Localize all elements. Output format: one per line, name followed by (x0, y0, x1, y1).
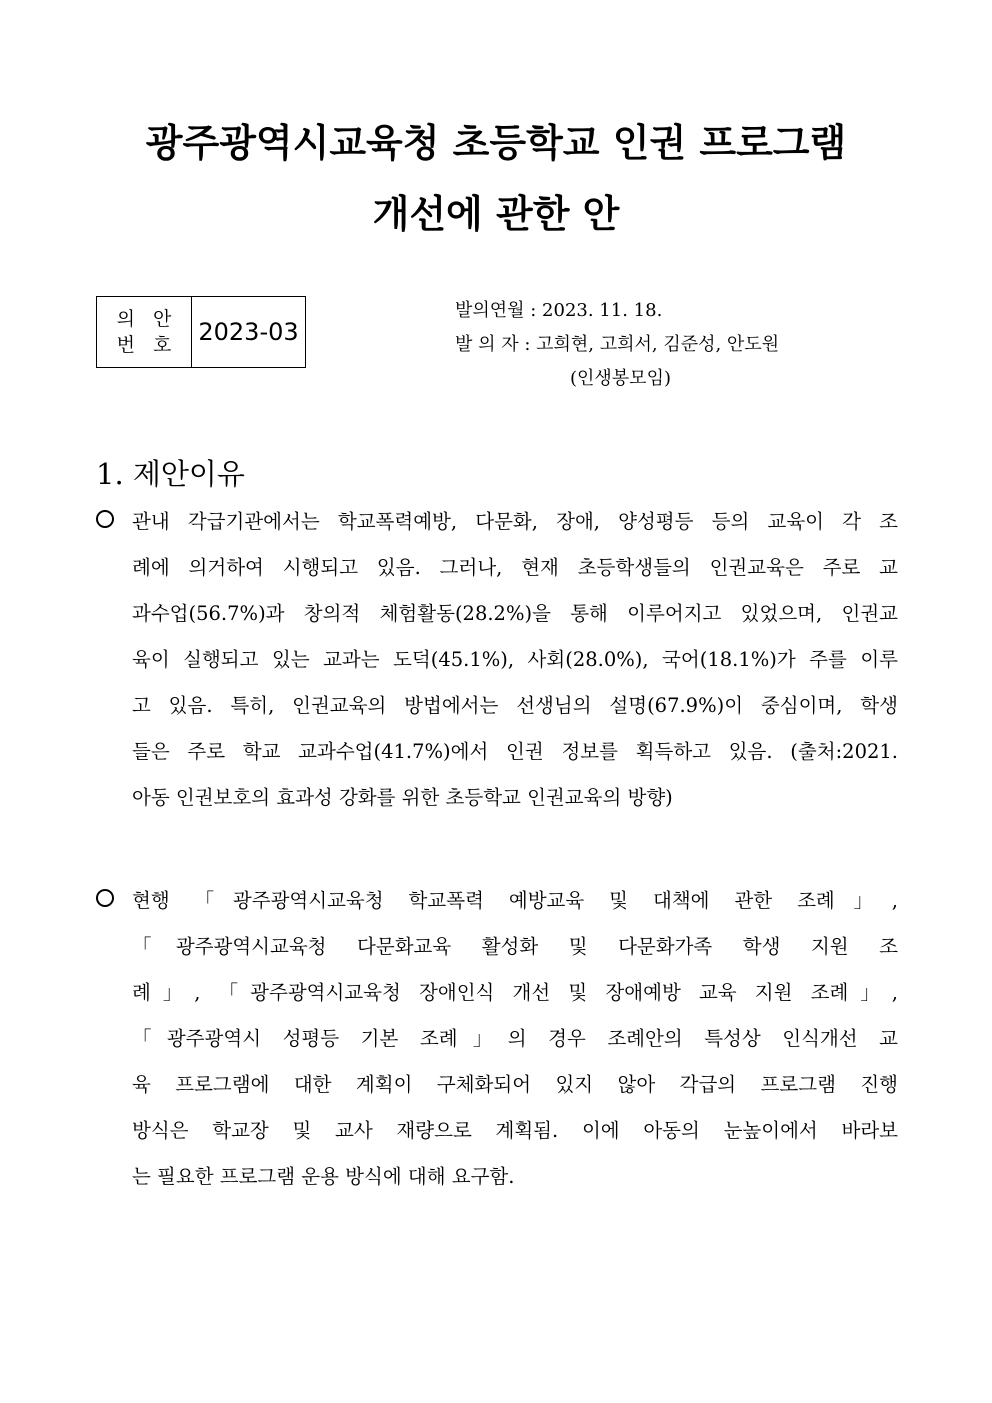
paragraph-line: 방식은 학교장 및 교사 재량으로 계획됨. 이에 아동의 눈높이에서 바라보 (132, 1119, 898, 1142)
paragraph-line: 「광주광역시교육청 다문화교육 활성화 및 다문화가족 학생 지원 조 (132, 935, 898, 958)
bill-label-line2: 번 호 (116, 334, 178, 356)
bill-number-label (97, 297, 192, 367)
proposal-meta (455, 294, 779, 396)
reason-paragraph-2 (96, 878, 898, 1200)
paragraph-line: 육이 실행되고 있는 교과는 도덕(45.1%), 사회(28.0%), 국어(18.1%)가 주를 이루 (132, 648, 898, 671)
proposers: 발 의 자 : 고희현, 고희서, 김준성, 안도원 (455, 334, 780, 355)
paragraph-line: 들은 주로 학교 교과수업(41.7%)에서 인권 정보를 획득하고 있음. (출처:2021. (132, 740, 898, 763)
bill-number-table (96, 296, 306, 368)
document-title-line1: 광주광역시교육청 초등학교 인권 프로그램 (145, 121, 847, 165)
paragraph-line: 례에 의거하여 시행되고 있음. 그러나, 현재 초등학생들의 인권교육은 주로 교 (132, 556, 898, 579)
paragraph-line: 현행 「광주광역시교육청 학교폭력 예방교육 및 대책에 관한 조례」, (132, 889, 898, 912)
paragraph-line: 관내 각급기관에서는 학교폭력예방, 다문화, 장애, 양성평등 등의 교육이 각 조 (132, 510, 898, 533)
paragraph-line: 고 있음. 특히, 인권교육의 방법에서는 선생님의 설명(67.9%)이 중심이며, 학생 (132, 694, 898, 717)
circle-bullet-icon (96, 889, 114, 907)
paragraph-line: 아동 인권보호의 효과성 강화를 위한 초등학교 인권교육의 방향) (132, 786, 673, 809)
reason-paragraph-1 (96, 499, 898, 821)
paragraph-line: 과수업(56.7%)과 창의적 체험활동(28.2%)을 통해 이루어지고 있었으며, 인권교 (132, 602, 898, 625)
circle-bullet-icon (96, 510, 114, 528)
section-heading-reason: 1. 제안이유 (96, 457, 245, 491)
bill-label-line1: 의 안 (116, 308, 178, 330)
proposal-date: 발의연월 : 2023. 11. 18. (455, 300, 663, 321)
paragraph-line: 는 필요한 프로그램 운용 방식에 대해 요구함. (132, 1165, 515, 1188)
proposer-group: (인생봉모임) (570, 368, 671, 389)
paragraph-line: 육 프로그램에 대한 계획이 구체화되어 있지 않아 각급의 프로그램 진행 (132, 1073, 898, 1096)
paragraph-line: 「광주광역시 성평등 기본 조례」의 경우 조례안의 특성상 인식개선 교 (132, 1027, 898, 1050)
document-title-line2: 개선에 관한 안 (372, 192, 620, 236)
paragraph-line: 례」, 「광주광역시교육청 장애인식 개선 및 장애예방 교육 지원 조례」, (132, 981, 898, 1004)
bill-number-value: 2023-03 (198, 318, 299, 346)
